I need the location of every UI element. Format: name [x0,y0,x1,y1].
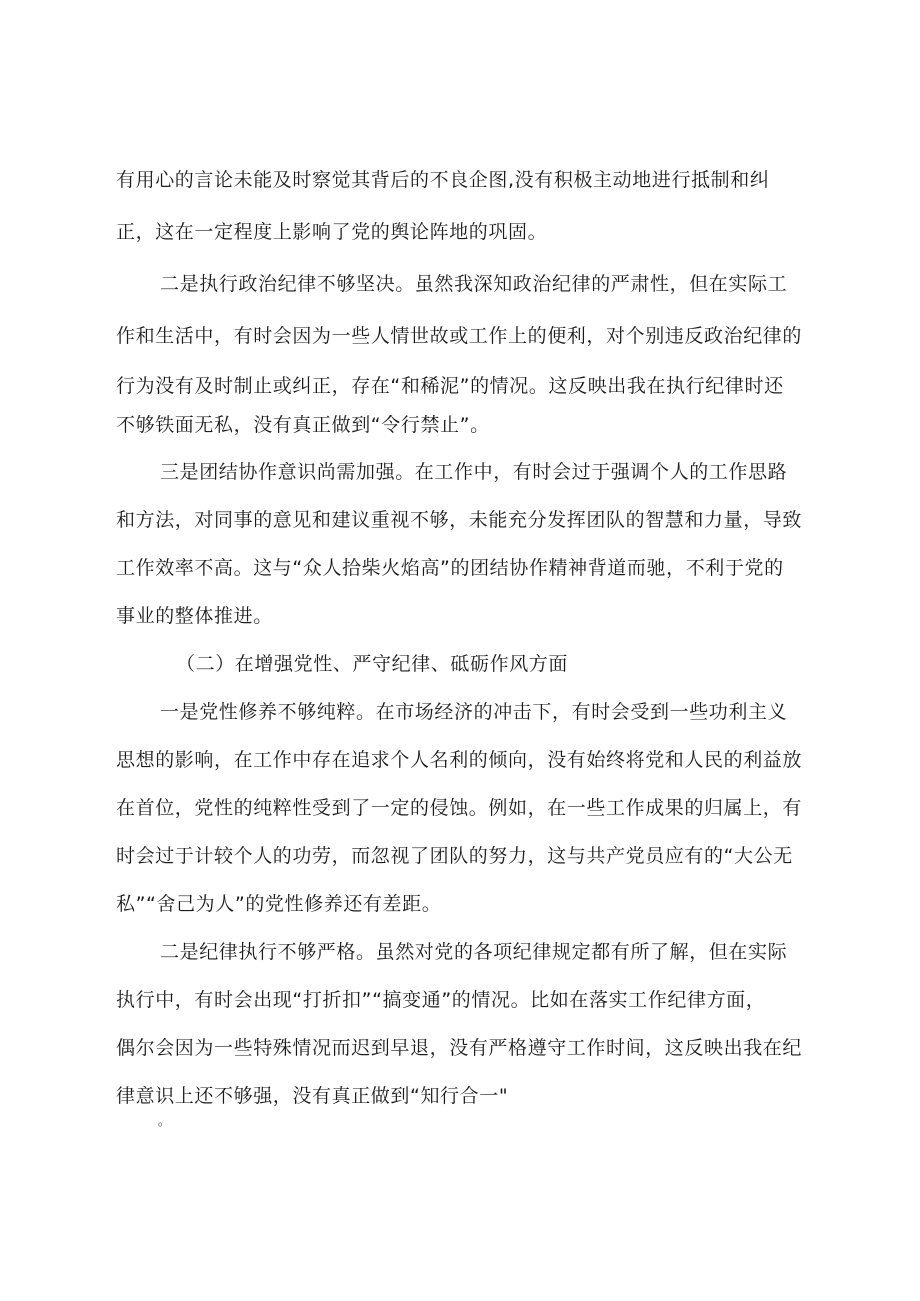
paragraph-line: 时会过于计较个人的功劳，而忽视了团队的努力，这与共产党员应有的“大公无 [116,845,793,867]
paragraph-line: 思想的影响，在工作中存在追求个人名利的倾向，没有始终将党和人民的利益放 [116,749,803,771]
paragraph-line: 一是党性修养不够纯粹。在市场经济的冲击下，有时会受到一些功利主义 [160,701,788,723]
paragraph-line: 执行中，有时会出现“打折扣”“搞变通”的情况。比如在落实工作纪律方面， [116,989,766,1011]
paragraph-line: 工作效率不高。这与“众人拾柴火焰高”的团结协作精神背道而驰，不利于党的 [116,557,784,579]
section-heading: （二）在增强党性、严守纪律、砥砺作风方面 [176,653,569,675]
paragraph-line: 律意识上还不够强，没有真正做到“知行合一" [116,1085,509,1107]
paragraph-line: 不够铁面无私，没有真正做到“令行禁止”。 [116,414,490,436]
paragraph-line: 行为没有及时制止或纠正，存在“和稀泥”的情况。这反映出我在执行纪律时还 [116,375,784,397]
paragraph-line: 和方法，对同事的意见和建议重视不够，未能充分发挥团队的智慧和力量，导致 [116,509,803,531]
paragraph-line: 偶尔会因为一些特殊情况而迟到早退，没有严格遵守工作时间，这反映出我在纪 [116,1037,803,1059]
paragraph-line: 有用心的言论未能及时察觉其背后的不良企图,没有积极主动地进行抵制和纠 [116,169,770,191]
paragraph-line: 二是纪律执行不够严格。虽然对党的各项纪律规定都有所了解，但在实际 [160,941,788,963]
paragraph-line: 三是团结协作意识尚需加强。在工作中，有时会过于强调个人的工作思路 [160,461,788,483]
paragraph-line: 作和生活中，有时会因为一些人情世故或工作上的便利，对个别违反政治纪律的 [116,325,803,347]
paragraph-line: 二是执行政治纪律不够坚决。虽然我深知政治纪律的严肃性，但在实际工 [160,273,788,295]
trailing-period: 。 [158,1114,171,1128]
paragraph-line: 私”“舍己为人”的党性修养还有差距。 [116,893,442,915]
paragraph-line: 正，这在一定程度上影响了党的舆论阵地的巩固。 [116,221,548,243]
paragraph-line: 在首位，党性的纯粹性受到了一定的侵蚀。例如，在一些工作成果的归属上，有 [116,797,803,819]
paragraph-line: 事业的整体推进。 [116,605,273,627]
